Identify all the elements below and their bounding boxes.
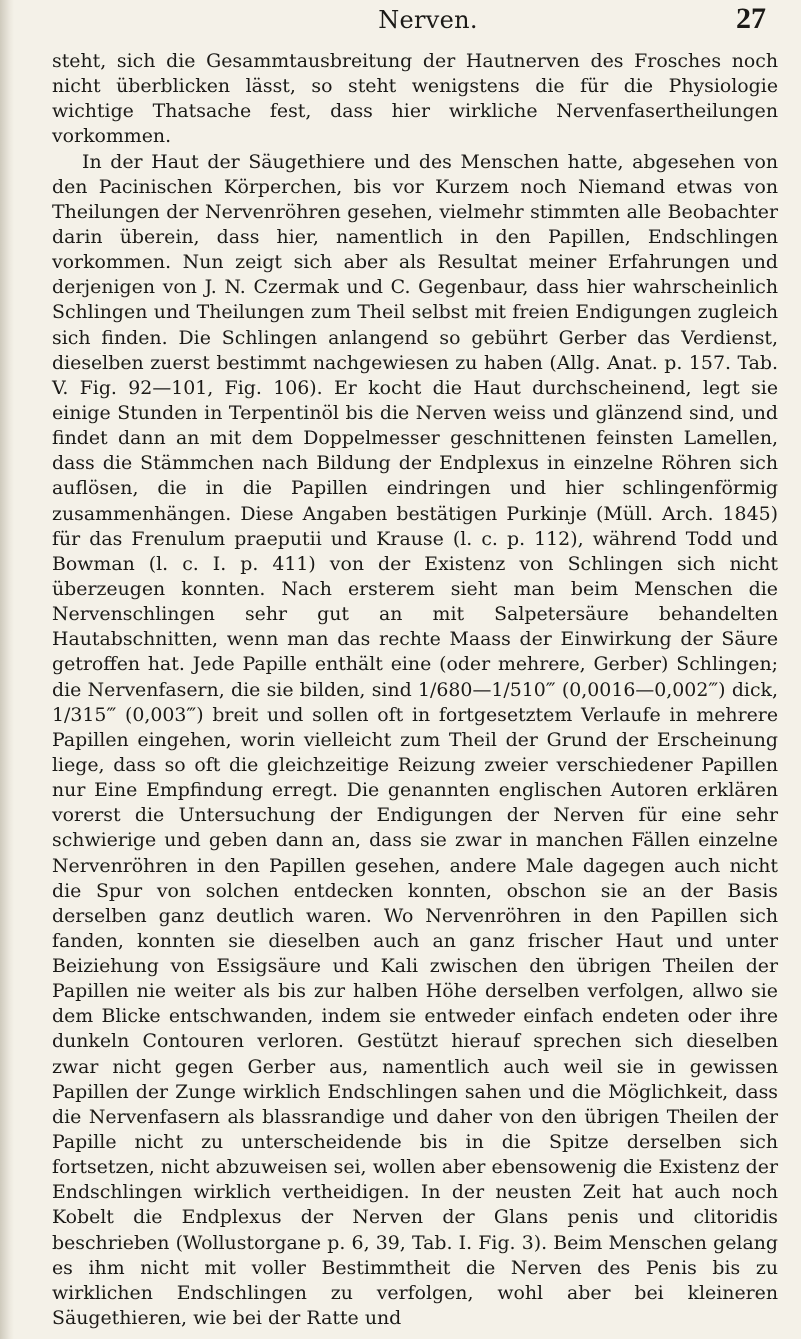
paragraph-2: In der Haut der Säugethiere und des Menschen hatte, abgesehen von den Pacinischen Körperchen, bis vor Kurzem noch Niemand etwas von Theilungen der Nervenröhren gesehen, vielmehr stimmten alle Beobachter darin überein, dass hier, namentlich in den Papillen, Endschlingen vorkommen. Nun zeigt sich aber als Resultat meiner Erfahrungen und derjenigen von J. N. Czermak und C. Gegenbaur, dass hier wahrscheinlich Schlingen und Theilungen zum Theil selbst mit freien Endigungen zugleich sich finden. Die Schlingen anlangend so gebührt Gerber das Verdienst, dieselben zuerst bestimmt nachgewiesen zu haben (Allg. Anat. p. 157. Tab. V. Fig. 92—101, Fig. 106). Er kocht die Haut durchscheinend, legt sie einige Stunden in Terpentinöl bis die Nerven weiss und glänzend sind, und findet dann an mit dem Doppelmesser geschnittenen feinsten Lamellen, dass die Stämmchen nach Bildung der Endplexus in einzelne Röhren sich auflösen, die in die Papillen eindringen und hier schlingenförmig zusammenhängen. Diese Angaben bestätigen Purkinje (Müll. Arch. 1845) für das Frenulum praeputii und Krause (l. c. p. 112), während Todd und Bowman (l. c. I. p. 411) von der Existenz von Schlingen sich nicht überzeugen konnten. Nach ersterem sieht man beim Menschen die Nervenschlingen sehr gut an mit Salpetersäure behandelten Hautabschnitten, wenn man das rechte Maass der Einwirkung der Säure getroffen hat. Jede Papille enthält eine (oder mehrere, Gerber) Schlingen; die Nervenfasern, die sie bilden, sind 1/680—1/510‴ (0,0016—0,002‴) dick, 1/315‴ (0,003‴) breit und sollen oft in fortgesetztem Verlaufe in mehrere Papillen eingehen, worin vielleicht zum Theil der Grund der Erscheinung liege, dass so oft die gleichzeitige Reizung zweier verschiedener Papillen nur Eine Empfindung erregt. Die genannten englischen Autoren erklären vorerst die Untersuchung der Endigungen der Nerven für eine sehr schwierige und geben dann an, dass sie zwar in manchen Fällen einzelne Nervenröhren in den Papillen gesehen, andere Male dagegen auch nicht die Spur von solchen entdecken konnten, obschon sie an der Basis derselben ganz deutlich waren. Wo Nervenröhren in den Papillen sich fanden, konnten sie dieselben auch an ganz frischer Haut und unter Beiziehung von Essigsäure und Kali zwischen den übrigen Theilen der Papillen nie weiter als bis zur halben Höhe derselben verfolgen, allwo sie dem Blicke entschwanden, indem sie entweder einfach endeten oder ihre dunkeln Contouren verloren. Gestützt hierauf sprechen sich dieselben zwar nicht gegen Gerber aus, namentlich auch weil sie in gewissen Papillen der Zunge wirklich Endschlingen sahen und die Möglichkeit, dass die Nervenfasern als blassrandige und daher von den übrigen Theilen der Papille nicht zu unterscheidende bis in die Spitze derselben sich fortsetzen, nicht abzuweisen sei, wollen aber ebensowenig die Existenz der Endschlingen wirklich vertheidigen. In der neusten Zeit hat auch noch Kobelt die Endplexus der Nerven der Glans penis und clitoridis beschrieben (Wollustorgane p. 6, 39, Tab. I. Fig. 3). Beim Menschen gelang es ihm nicht mit voller Bestimmtheit die Nerven des Penis bis zu wirklichen Endschlingen zu verfolgen, wohl aber bei kleineren Säugethieren, wie bei der Ratte und: [52, 150, 778, 1330]
page-gutter-shadow: [0, 0, 14, 1339]
running-head: Nerven.: [378, 6, 478, 34]
page-header: [90, 4, 766, 38]
page-number: 27: [736, 2, 766, 35]
body-text: [52, 49, 778, 1331]
paragraph-1: steht, sich die Gesammtausbreitung der Hautnerven des Frosches noch nicht überblicken lässt, so steht wenigstens die für die Physiologie wichtige Thatsache fest, dass hier wirkliche Nervenfasertheilungen vorkommen.: [52, 50, 778, 148]
